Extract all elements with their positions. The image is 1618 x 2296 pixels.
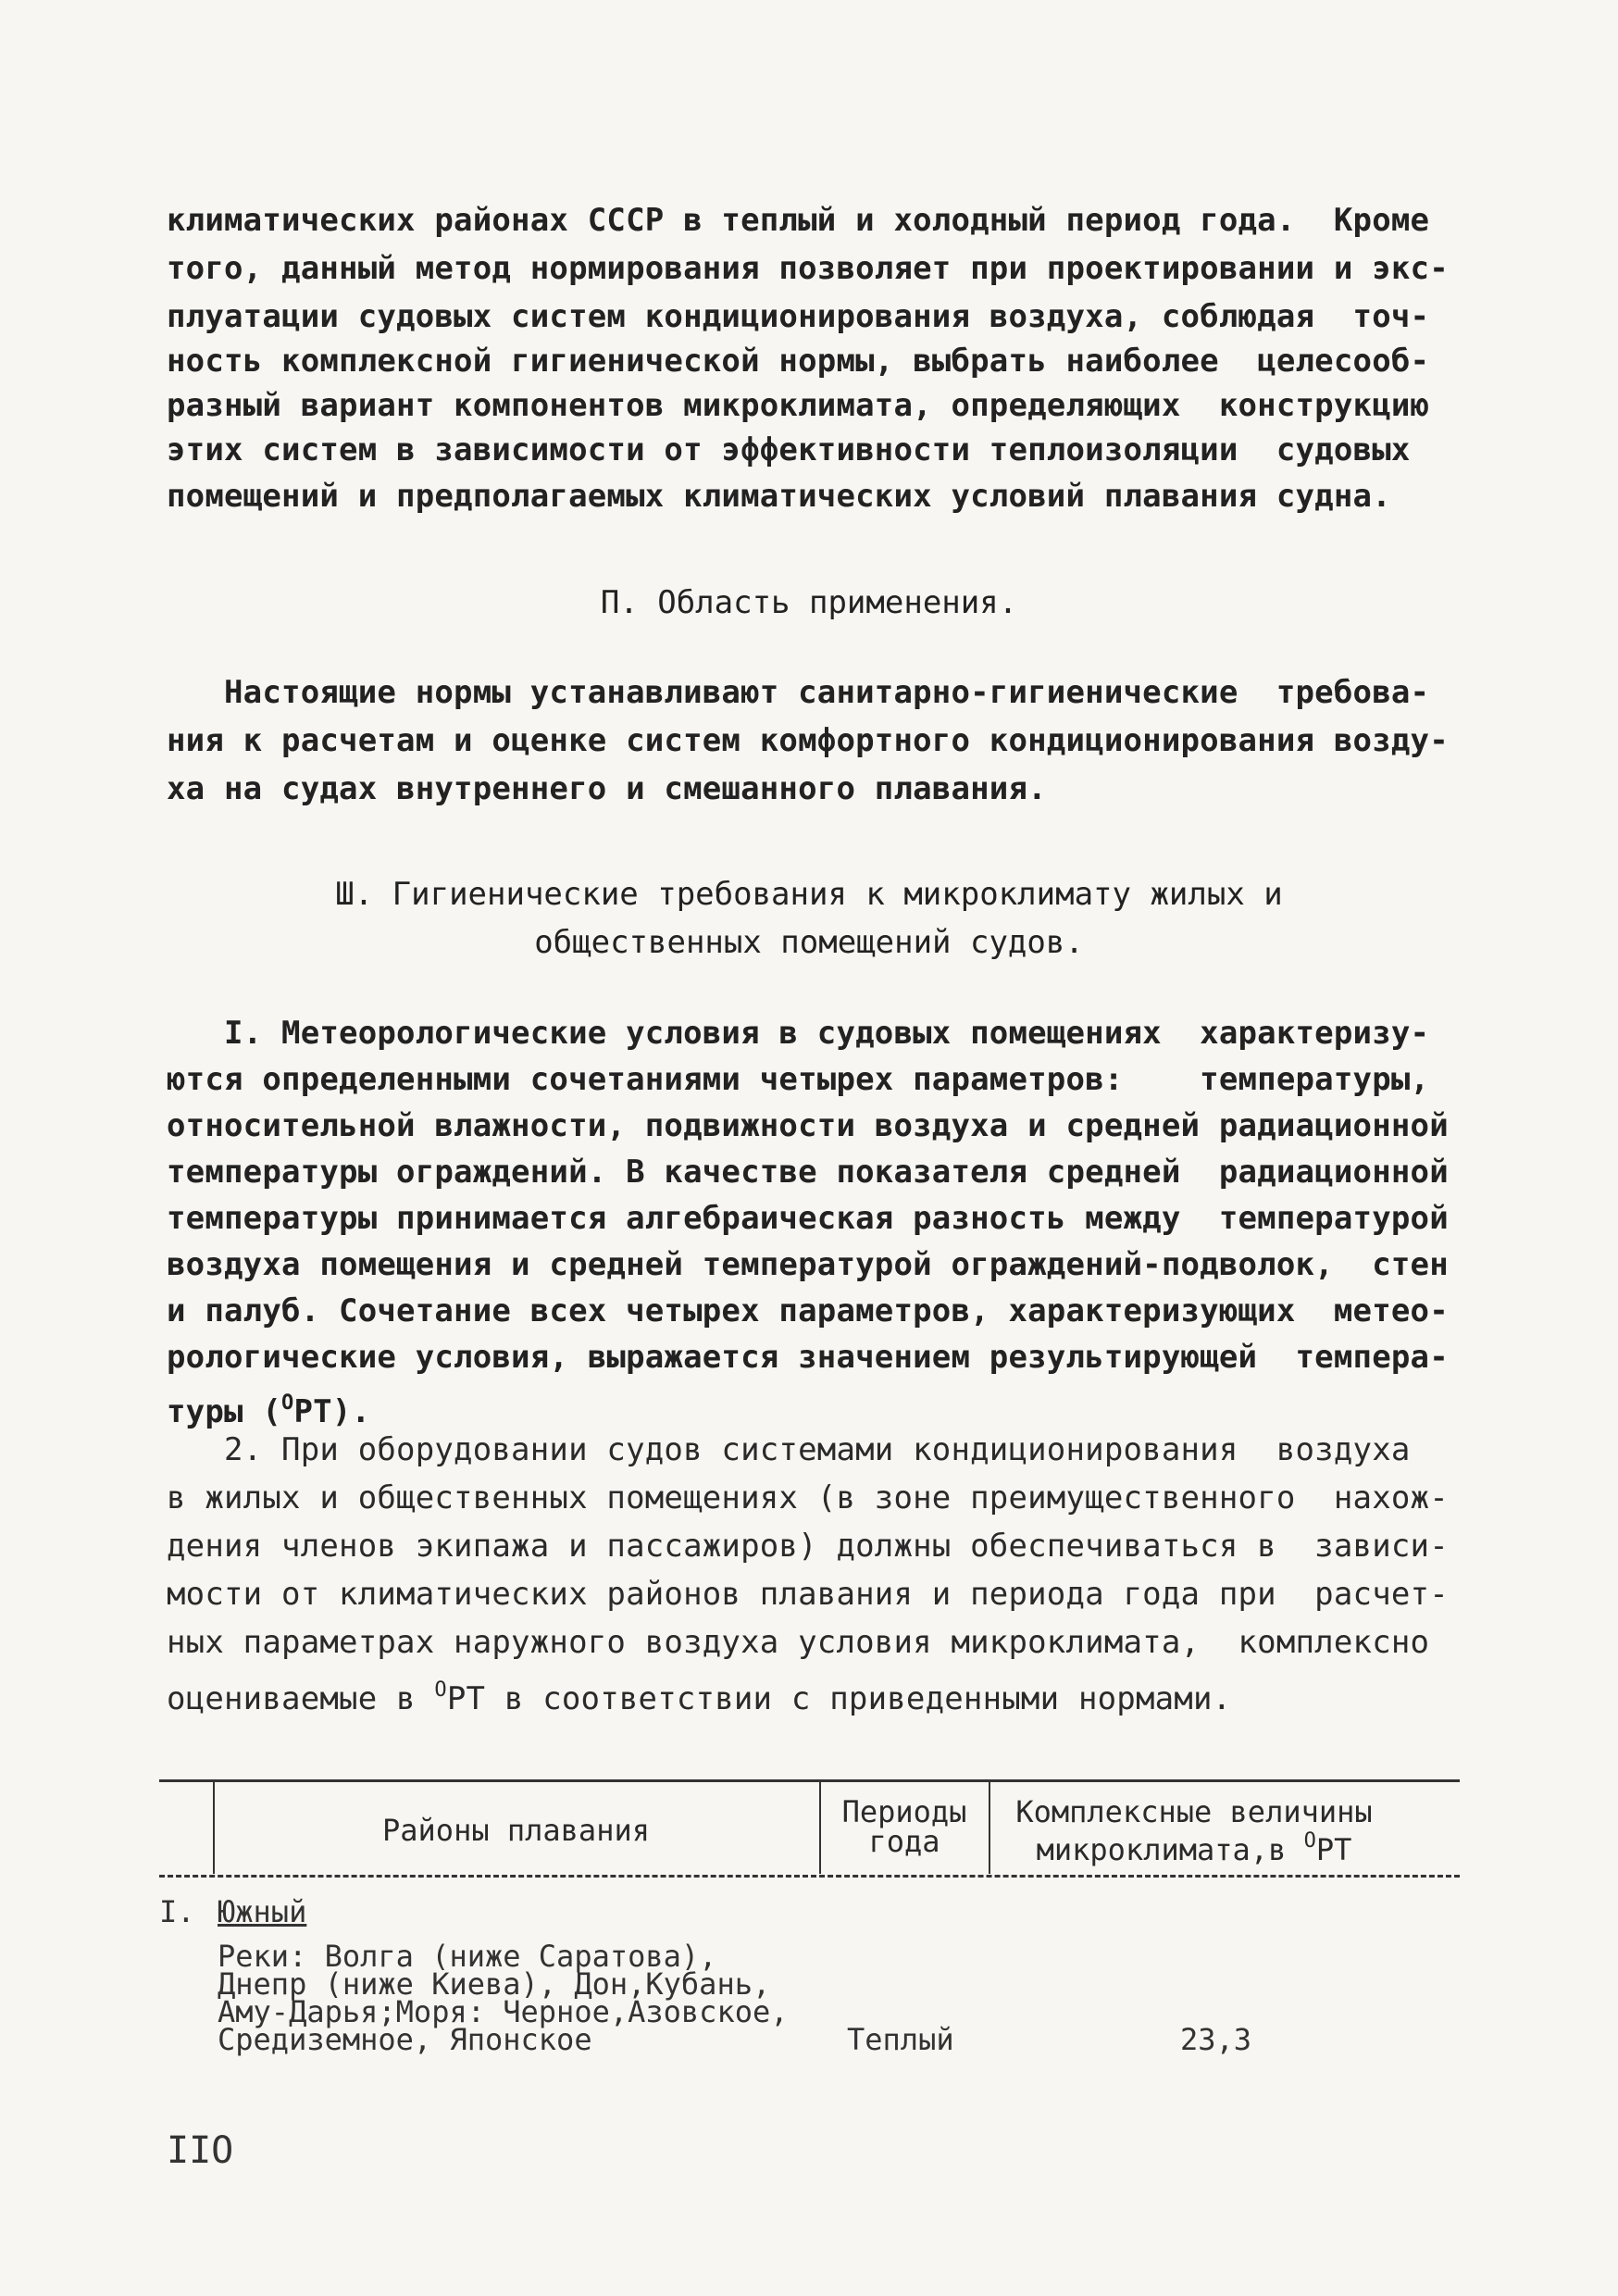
table-header-values-2-text: микроклимата,в	[1036, 1832, 1304, 1867]
section-3-heading-line-1: Ш. Гигиенические требования к микроклимату жилых и	[335, 876, 1283, 913]
para-2-line: в жилых и общественных помещениях (в зоне преимущественного нахож-	[167, 1479, 1449, 1516]
row-region: Южный	[218, 1894, 307, 1929]
intro-line: этих систем в зависимости от эффективности теплоизоляции судовых	[167, 431, 1411, 468]
section-2-line: ния к расчетам и оценке систем комфортного кондиционирования возду-	[167, 722, 1449, 759]
para-1-line: рологические условия, выражается значением результирующей темпера-	[167, 1339, 1449, 1376]
intro-line: климатических районах СССР в теплый и холодный период года. Кроме	[167, 202, 1430, 239]
section-2-line: Настоящие нормы устанавливают санитарно-гигиенические требова-	[167, 674, 1430, 711]
row-detail: Аму-Дарья;Моря: Черное,Азовское,	[218, 1994, 789, 2029]
table-header-periods-1: Периоды	[841, 1794, 967, 1829]
table-header-values-1: Комплексные величины	[1015, 1794, 1373, 1829]
degree-mark: О	[434, 1678, 447, 1702]
intro-line: ность комплексной гигиенической нормы, выбрать наиболее целесооб-	[167, 343, 1430, 380]
table-header-rule	[159, 1875, 1460, 1878]
para-1-line: воздуха помещения и средней температурой ограждений-подволок, стен	[167, 1246, 1449, 1283]
para-2-last-line	[167, 1666, 1462, 1723]
para-1-line: ются определенными сочетаниями четырех параметров: температуры,	[167, 1061, 1430, 1098]
row-detail: Реки: Волга (ниже Саратова),	[218, 1939, 717, 1974]
row-number: I.	[159, 1894, 195, 1929]
intro-line: того, данный метод нормирования позволяет при проектировании и экс-	[167, 250, 1449, 287]
para-2-line: дения членов экипажа и пассажиров) должны обеспечиваться в зависи-	[167, 1528, 1449, 1565]
table-column-divider	[213, 1781, 215, 1874]
row-detail: Средиземное, Японское	[218, 2022, 592, 2057]
para-1-line: относительной влажности, подвижности воздуха и средней радиационной	[167, 1107, 1449, 1144]
para-1-line: и палуб. Сочетание всех четырех параметров, характеризующих метео-	[167, 1292, 1449, 1329]
row-detail: Днепр (ниже Киева), Дон,Кубань,	[218, 1966, 771, 2002]
section-2-heading: П. Область применения.	[600, 584, 1018, 621]
section-2-line: ха на судах внутреннего и смешанного плавания.	[167, 770, 1047, 807]
row-period: Теплый	[847, 2022, 954, 2057]
para-2-last-prefix: оцениваемые в	[167, 1680, 435, 1717]
table-header-unit: РТ	[1315, 1832, 1352, 1867]
degree-mark: О	[1303, 1829, 1316, 1853]
intro-line: разный вариант компонентов микроклимата, определяющих конструкцию	[167, 387, 1430, 424]
table-header-values-2	[990, 1826, 1398, 1866]
para-1-line: I. Метеорологические условия в судовых помещениях характеризу-	[167, 1015, 1430, 1052]
section-3-heading-line-2: общественных помещений судов.	[534, 924, 1084, 961]
para-1-line: температуры ограждений. В качестве показателя средней радиационной	[167, 1154, 1449, 1191]
para-1-last-suffix: РТ).	[293, 1393, 371, 1430]
para-1-line: температуры принимается алгебраическая разность между температурой	[167, 1200, 1449, 1237]
intro-line: плуатации судовых систем кондиционирования воздуха, соблюдая точ-	[167, 298, 1430, 335]
page-number: IIO	[167, 2129, 234, 2172]
table-header-regions: Районы плавания	[382, 1813, 650, 1848]
table-top-rule	[159, 1779, 1460, 1782]
para-2-last-suffix: РТ в соответствии с приведенными нормами.	[446, 1680, 1232, 1717]
para-2-line: 2. При оборудовании судов системами кондиционирования воздуха	[167, 1431, 1411, 1468]
para-2-line: мости от климатических районов плавания и периода года при расчет-	[167, 1576, 1449, 1613]
row-value: 23,3	[1180, 2022, 1252, 2057]
degree-mark: О	[281, 1391, 294, 1415]
table-header-periods-2: года	[868, 1824, 940, 1859]
para-2-line: ных параметрах наружного воздуха условия микроклимата, комплексно	[167, 1624, 1430, 1661]
para-1-last-prefix: туры (	[167, 1393, 282, 1430]
intro-line: помещений и предполагаемых климатических условий плавания судна.	[167, 478, 1391, 515]
